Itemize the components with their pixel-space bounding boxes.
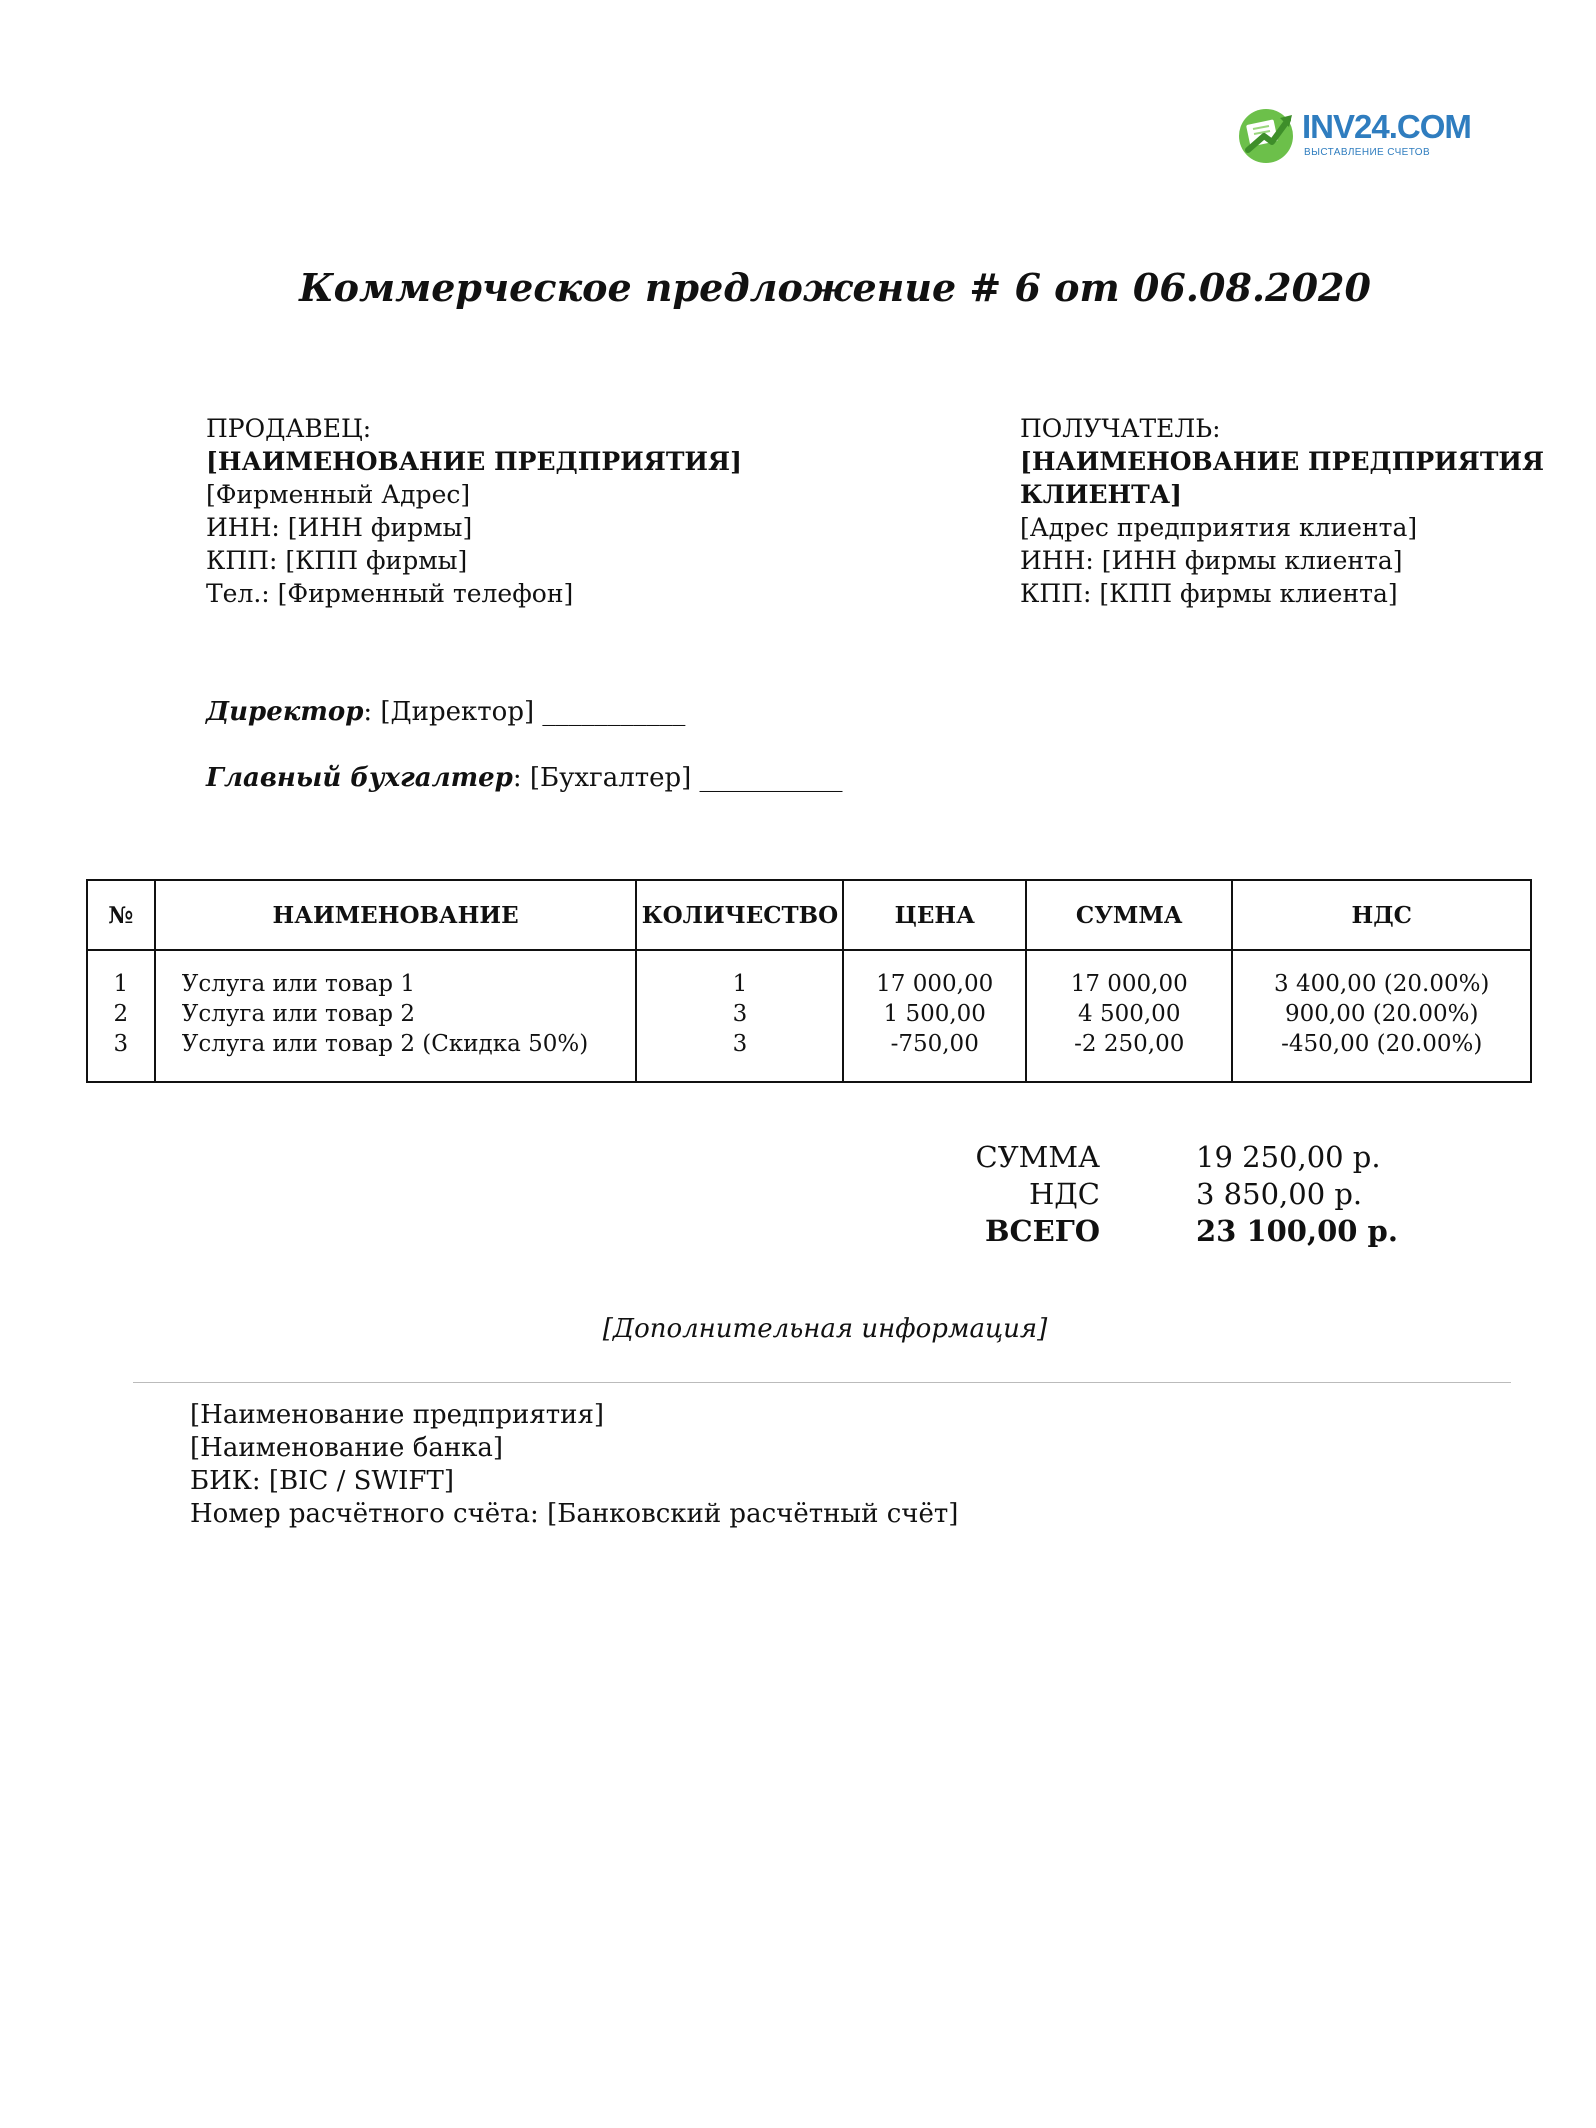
seller-company: [НАИМЕНОВАНИЕ ПРЕДПРИЯТИЯ] [206, 447, 742, 476]
table-body-row [87, 950, 1531, 1082]
row-qty: 3 [732, 1031, 748, 1057]
row-qty: 3 [732, 1001, 748, 1027]
divider [133, 1382, 1511, 1383]
inv24-logo [1234, 102, 1471, 170]
vat-column [1232, 950, 1531, 1082]
qty-column [636, 950, 843, 1082]
header-sum: СУММА [1026, 880, 1232, 950]
row-num: 1 [113, 971, 129, 997]
document-title: Коммерческое предложение # 6 от 06.08.2020 [299, 265, 1371, 310]
row-sum: -2 250,00 [1074, 1031, 1185, 1057]
row-vat: -450,00 (20.00%) [1281, 1031, 1483, 1057]
bank-account: Номер расчётного счёта: [Банковский расчётный счёт] [190, 1499, 959, 1529]
seller-address: [Фирменный Адрес] [206, 480, 471, 509]
row-num: 2 [113, 1001, 129, 1027]
header-qty: КОЛИЧЕСТВО [636, 880, 843, 950]
header-num: № [87, 880, 155, 950]
totals-sum-label: СУММА [975, 1140, 1100, 1174]
row-qty: 1 [732, 971, 748, 997]
bank-name: [Наименование банка] [190, 1433, 504, 1463]
header-name: НАИМЕНОВАНИЕ [155, 880, 637, 950]
row-name: Услуга или товар 2 (Скидка 50%) [181, 1031, 589, 1057]
recipient-kpp: КПП: [КПП фирмы клиента] [1020, 579, 1398, 608]
seller-kpp: КПП: [КПП фирмы] [206, 546, 468, 575]
logo-tagline: ВЫСТАВЛЕНИЕ СЧЕТОВ [1304, 147, 1431, 158]
header-vat: НДС [1232, 880, 1531, 950]
bank-details [190, 1399, 958, 1531]
bank-bik: БИК: [BIC / SWIFT] [190, 1466, 454, 1496]
table-header-row [87, 880, 1531, 950]
totals-total-label: ВСЕГО [985, 1214, 1100, 1248]
director-value: : [Директор] ___________ [363, 697, 686, 727]
recipient-heading: ПОЛУЧАТЕЛЬ: [1020, 414, 1221, 443]
seller-block [206, 412, 742, 610]
row-vat: 3 400,00 (20.00%) [1274, 971, 1490, 997]
row-num: 3 [113, 1031, 129, 1057]
totals-total-value: 23 100,00 р. [1196, 1214, 1398, 1248]
director-signature [206, 697, 685, 727]
header-price: ЦЕНА [843, 880, 1026, 950]
price-column [843, 950, 1026, 1082]
row-name: Услуга или товар 2 [181, 1001, 415, 1027]
row-price: 1 500,00 [883, 1001, 986, 1027]
row-sum: 4 500,00 [1078, 1001, 1181, 1027]
row-vat: 900,00 (20.00%) [1285, 1001, 1479, 1027]
recipient-block [1020, 412, 1544, 610]
row-sum: 17 000,00 [1070, 971, 1188, 997]
accountant-label: Главный бухгалтер [206, 763, 513, 793]
seller-inn: ИНН: [ИНН фирмы] [206, 513, 473, 542]
num-column [87, 950, 155, 1082]
additional-info: [Дополнительная информация] [602, 1314, 1048, 1344]
recipient-address: [Адрес предприятия клиента] [1020, 513, 1418, 542]
recipient-company-line1: [НАИМЕНОВАНИЕ ПРЕДПРИЯТИЯ [1020, 447, 1545, 476]
totals-vat-label: НДС [1028, 1177, 1100, 1211]
accountant-value: : [Бухгалтер] ___________ [512, 763, 843, 793]
accountant-signature [206, 763, 843, 793]
sum-column [1026, 950, 1232, 1082]
bank-company: [Наименование предприятия] [190, 1400, 605, 1430]
totals-vat-value: 3 850,00 р. [1196, 1177, 1363, 1211]
logo-mark-icon [1234, 102, 1298, 166]
row-price: 17 000,00 [876, 971, 994, 997]
items-table [86, 879, 1532, 1083]
totals-sum-value: 19 250,00 р. [1196, 1140, 1381, 1174]
row-price: -750,00 [890, 1031, 979, 1057]
seller-heading: ПРОДАВЕЦ: [206, 414, 372, 443]
director-label: Директор [206, 697, 364, 727]
logo-name: INV24.COM [1302, 108, 1471, 145]
row-name: Услуга или товар 1 [181, 971, 415, 997]
name-column [155, 950, 637, 1082]
seller-phone: Тел.: [Фирменный телефон] [206, 579, 574, 608]
recipient-inn: ИНН: [ИНН фирмы клиента] [1020, 546, 1403, 575]
recipient-company-line2: КЛИЕНТА] [1020, 480, 1182, 509]
